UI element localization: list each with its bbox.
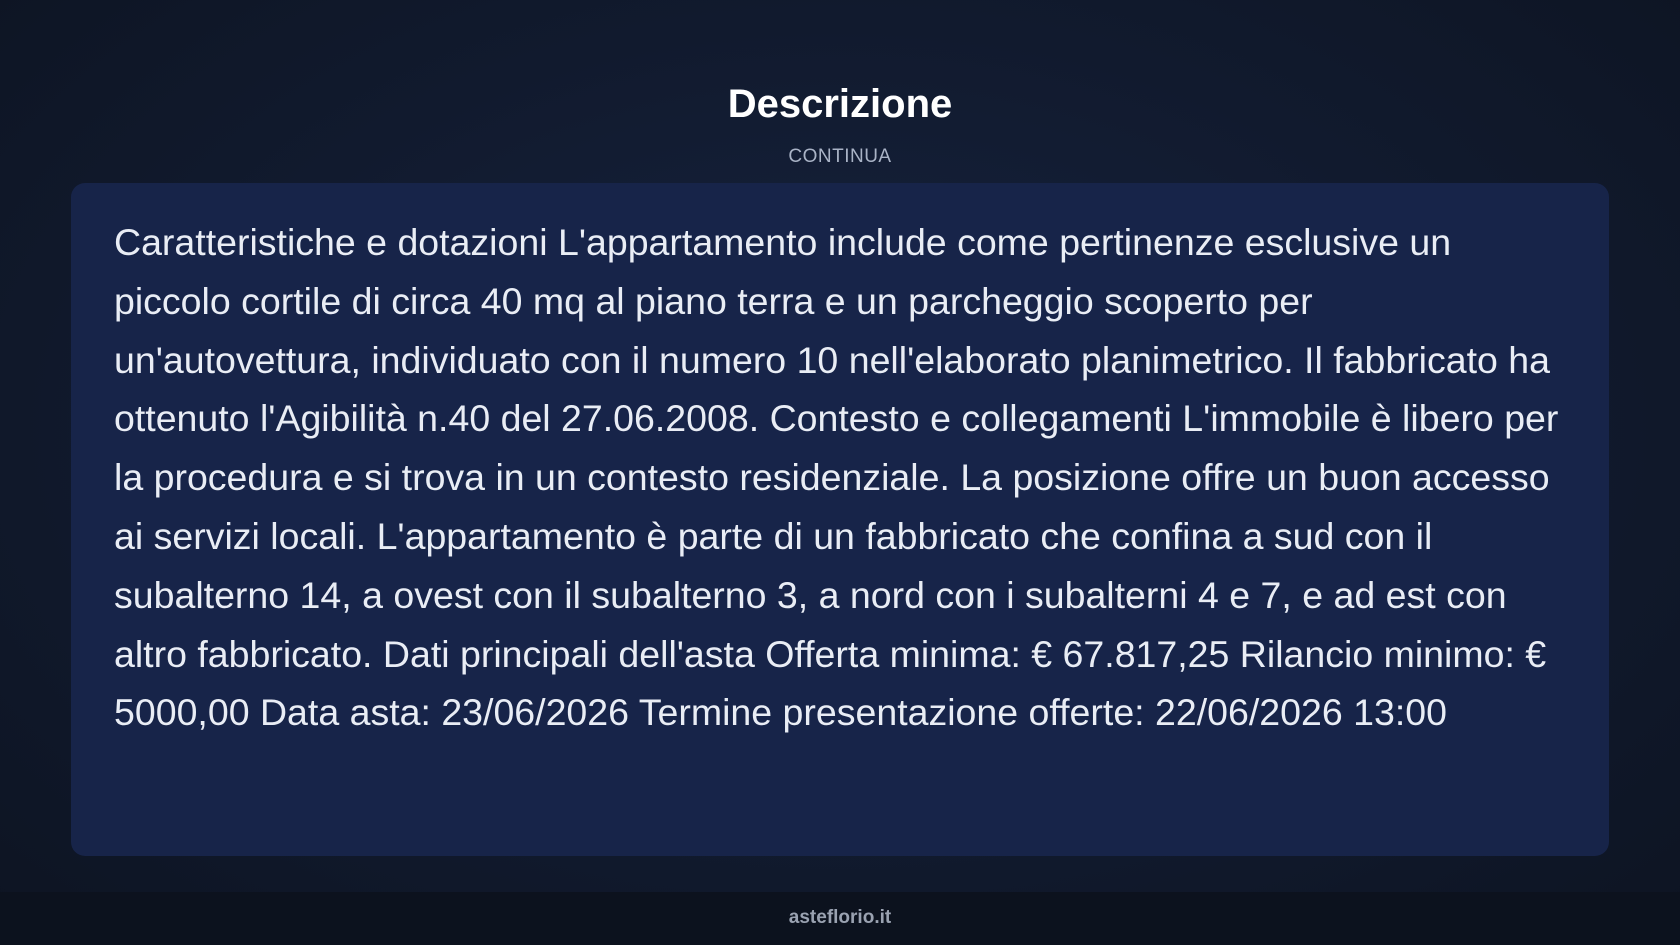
- description-card: [71, 183, 1609, 856]
- page-title: Descrizione: [727, 82, 953, 126]
- continue-label[interactable]: CONTINUA: [788, 146, 892, 167]
- description-text: Caratteristiche e dotazioni L'appartamento include come pertinenze esclusive un piccolo cortile di circa 40 mq al piano terra e un parcheggio scoperto per un'autovettura, individuato con il numero 10 nell'elaborato planimetrico. Il fabbricato ha ottenuto l'Agibilità n.40 del 27.06.2008. Contesto e collegamenti L'immobile è libero per la procedura e si trova in un contesto residenziale. La posizione offre un buon accesso ai servizi locali. L'appartamento è parte di un fabbricato che confina a sud con il subalterno 14, a ovest con il subalterno 3, a nord con i subalterni 4 e 7, e ad est con altro fabbricato. Dati principali dell'asta Offerta minima: € 67.817,25 Rilancio minimo: € 5000,00 Data asta: 23/06/2026 Termine presentazione offerte: 22/06/2026 13:00: [114, 221, 1559, 734]
- footer-site-link[interactable]: asteflorio.it: [788, 907, 892, 928]
